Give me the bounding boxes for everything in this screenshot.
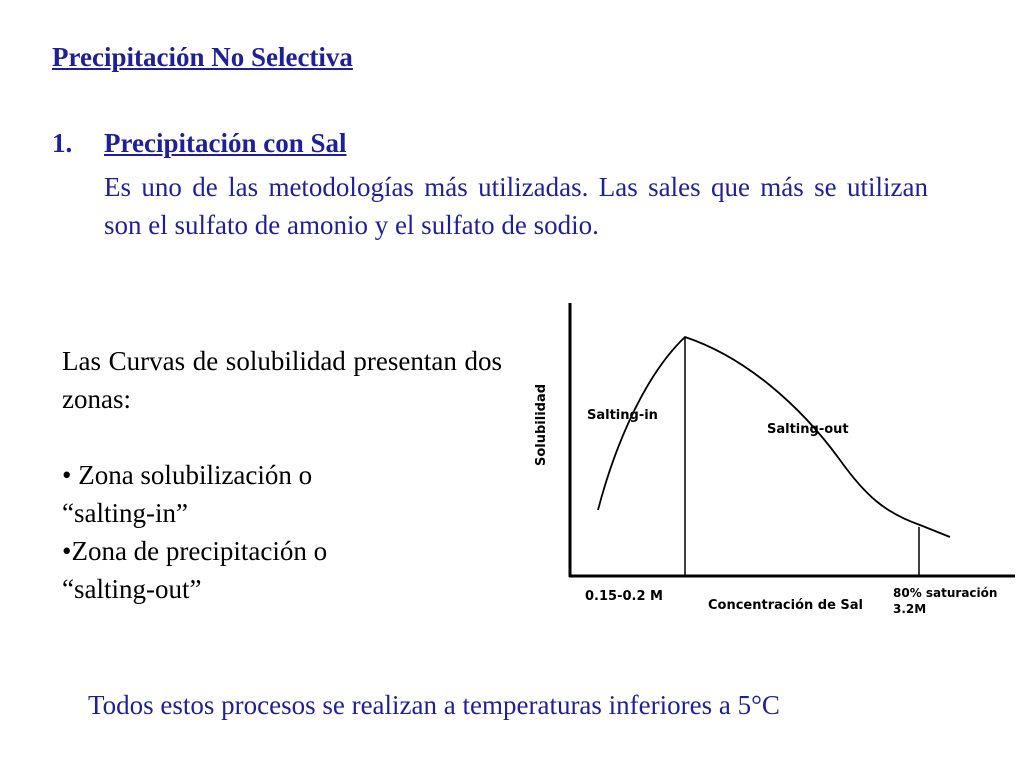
list-item-number: 1. xyxy=(52,128,73,158)
slide-title: Precipitación No Selectiva xyxy=(52,42,353,72)
salting-out-label: Salting-out xyxy=(767,422,849,437)
x-axis-label: Concentración de Sal xyxy=(708,598,864,613)
zone1-line1: • Zona solubilización o xyxy=(62,460,313,490)
y-axis-label: Solubilidad xyxy=(534,383,549,467)
solubility-diagram-svg xyxy=(515,295,1015,625)
zone1-line2: “salting-in” xyxy=(62,498,188,528)
solubility-curve xyxy=(598,337,950,537)
zone2-line1: •Zona de precipitación o xyxy=(62,536,328,566)
tick-right-label-line1: 80% saturación xyxy=(893,586,998,600)
salting-in-label: Salting-in xyxy=(587,408,658,423)
tick-right-label-line2: 3.2M xyxy=(893,602,927,616)
tick-left-label: 0.15-0.2 M xyxy=(585,589,663,604)
curves-intro: Las Curvas de solubilidad presentan dos zonas: xyxy=(62,346,502,414)
zone2-line2: “salting-out” xyxy=(62,574,202,604)
spacer xyxy=(62,418,502,456)
list-item-body: Es uno de las metodologías más utilizadas. Las sales que más se utilizan son el sulfato de amonio y el sulfato de sodio. xyxy=(104,172,928,240)
list-item-heading: Precipitación con Sal xyxy=(104,128,347,158)
solubility-diagram xyxy=(515,295,1015,625)
footer-note: Todos estos procesos se realizan a temperaturas inferiores a 5°C xyxy=(88,690,780,720)
solubility-curves-text xyxy=(62,342,502,608)
